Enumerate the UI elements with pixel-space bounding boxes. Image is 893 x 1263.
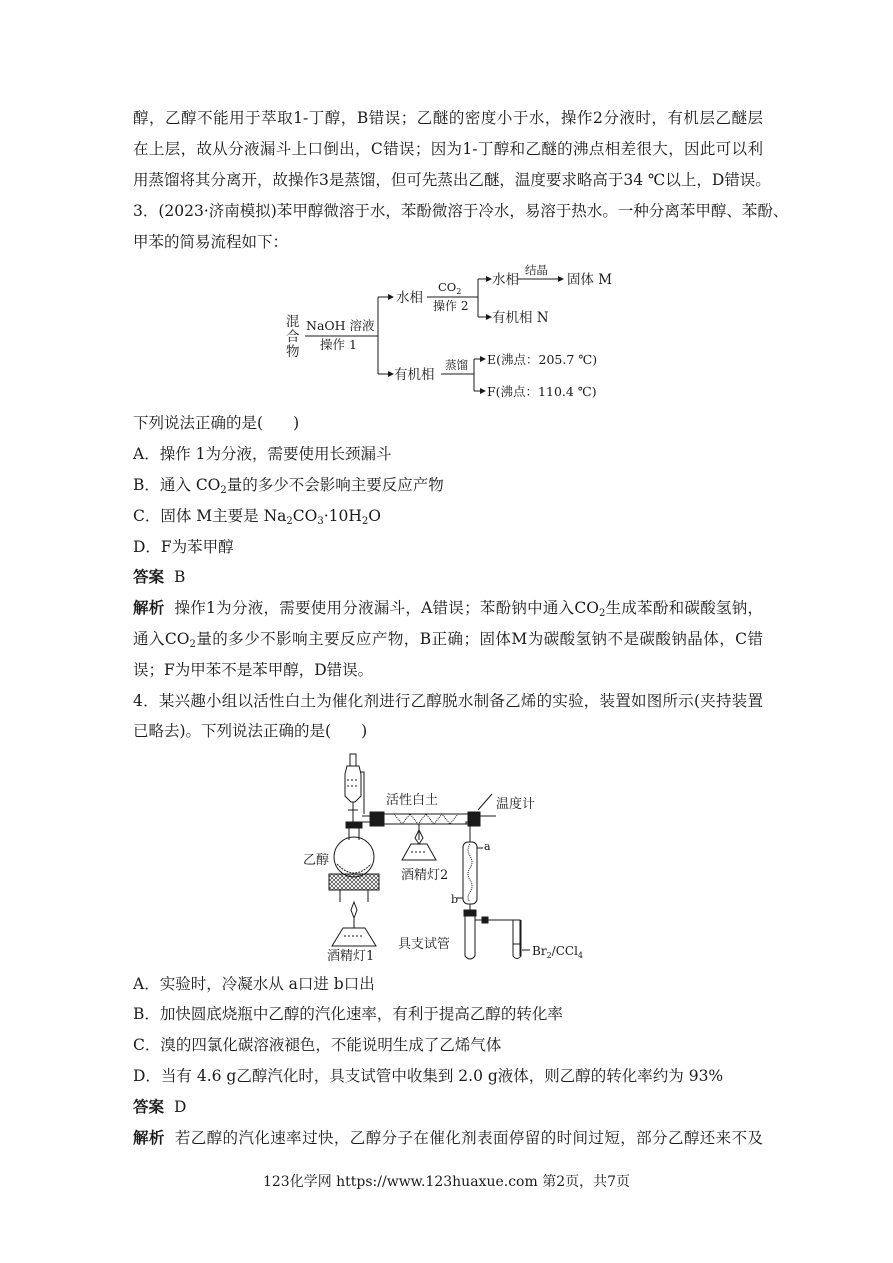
q4-option-d: D．当有 4.6 g乙醇汽化时，具支试管中收集到 2.0 g液体，则乙醇的转化率约为 93%	[133, 1067, 724, 1085]
flow-organic-n: 有机相 N	[492, 310, 549, 326]
flow-mixture-char-3: 物	[286, 344, 300, 360]
q3-answer: 答案 B	[133, 567, 186, 586]
q3-stem-line-2: 甲苯的简易流程如下：	[133, 233, 289, 251]
q4-option-a: A．实验时，冷凝水从 a口进 b口出	[133, 975, 375, 993]
flow-mixture-char-2: 合	[286, 329, 300, 345]
q3-analysis-line-3: 误；F为甲苯不是苯甲醇，D错误。	[133, 661, 374, 679]
flow-solid-m: 固体 M	[567, 272, 613, 288]
label-thermometer: 温度计	[496, 797, 536, 812]
q4-option-c: C．溴的四氯化碳溶液褪色，不能说明生成了乙烯气体	[133, 1036, 502, 1054]
label-lamp-1: 酒精灯1	[327, 949, 375, 964]
q4-option-b: B．加快圆底烧瓶中乙醇的汽化速率，有利于提高乙醇的转化率	[133, 1005, 563, 1023]
label-reagent-sub-1: 2	[546, 951, 552, 960]
q4-answer: 答案 D	[133, 1097, 187, 1116]
q3-analysis-line-2: 通入$CO_2$量的多少不影响主要反应产物，B正确；固体M为碳酸氢钠不是碳酸钠晶体，C错	[133, 630, 763, 650]
q4-stem-line-1: 4．某兴趣小组以活性白土为催化剂进行乙醇脱水制备乙烯的实验，装置如图所示(夹持装置	[133, 692, 763, 710]
label-reagent: Br	[532, 944, 547, 958]
q3-option-c: C．固体 M主要是 $Na_2CO_3\cdot 10H_2O$	[133, 507, 381, 527]
intro-line-3: 用蒸馏将其分离开，故操作3是蒸馏，但可先蒸出乙醚，温度要求略高于34 ℃以上，D错误。	[133, 171, 771, 189]
q3-option-d: D．F为苯甲醇	[133, 538, 234, 556]
flow-reagent-co2-sub: 2	[456, 287, 462, 296]
svg-text:Br2/CCl4	[532, 944, 583, 960]
flow-reagent-naoh: NaOH 溶液	[306, 318, 375, 333]
svg-text:CO2	[438, 280, 461, 296]
flow-product-e: E(沸点：205.7 ℃)	[487, 352, 598, 367]
q3-flow-diagram	[280, 262, 620, 404]
intro-line-1: 醇，乙醇不能用于萃取1-丁醇，B错误；乙醚的密度小于水，操作2分液时，有机层乙醚层	[133, 109, 763, 127]
label-port-b: b	[451, 893, 459, 906]
q4-analysis-line-1: 解析 若乙醇的汽化速率过快，乙醇分子在催化剂表面停留的时间过短，部分乙醇还来不及	[133, 1128, 763, 1147]
q3-analysis-line-1: 解析 操作1为分液，需要使用分液漏斗，A错误；苯酚钠中通入$CO_2$生成苯酚和碳酸氢钠，	[133, 598, 763, 619]
label-port-a: a	[484, 840, 491, 853]
flow-organic-phase: 有机相	[394, 367, 435, 383]
q3-option-b: B．通入 $CO_2$量的多少不会影响主要反应产物	[133, 476, 444, 496]
flow-distill: 蒸馏	[445, 358, 468, 372]
q3-option-a: A．操作 1为分液，需要使用长颈漏斗	[133, 445, 392, 463]
page-footer: 123化学网 https://www.123huaxue.com 第2页，共7页	[262, 1174, 631, 1190]
label-lamp-2: 酒精灯2	[401, 868, 449, 883]
label-reagent-sub-2: 4	[577, 951, 583, 960]
flow-product-f: F(沸点：110.4 ℃)	[487, 384, 597, 399]
flow-operation-1: 操作 1	[320, 337, 357, 352]
flow-water-phase: 水相	[396, 290, 423, 306]
flow-operation-2: 操作 2	[433, 299, 469, 313]
q3-question: 下列说法正确的是( )	[133, 414, 300, 432]
flow-reagent-co2: CO	[438, 280, 457, 294]
label-ethanol: 乙醇	[303, 853, 330, 868]
flow-mixture-char-1: 混	[286, 314, 300, 330]
q3-stem-line-1: 3．(2023·济南模拟)苯甲醇微溶于水，苯酚微溶于冷水，易溶于热水。一种分离苯甲醇、苯酚、	[133, 202, 789, 220]
flow-water-phase-2: 水相	[492, 272, 519, 288]
label-test-tube: 具支试管	[398, 937, 451, 952]
label-reagent-mid: /CCl	[551, 944, 578, 958]
q4-apparatus-diagram	[298, 752, 603, 964]
label-catalyst: 活性白土	[386, 793, 439, 808]
q4-stem-line-2: 已略去)。下列说法正确的是( )	[133, 722, 368, 740]
intro-line-2: 在上层，故从分液漏斗上口倒出，C错误；因为1-丁醇和乙醚的沸点相差很大，因此可以利	[133, 140, 763, 158]
flow-crystallize: 结晶	[525, 263, 548, 277]
